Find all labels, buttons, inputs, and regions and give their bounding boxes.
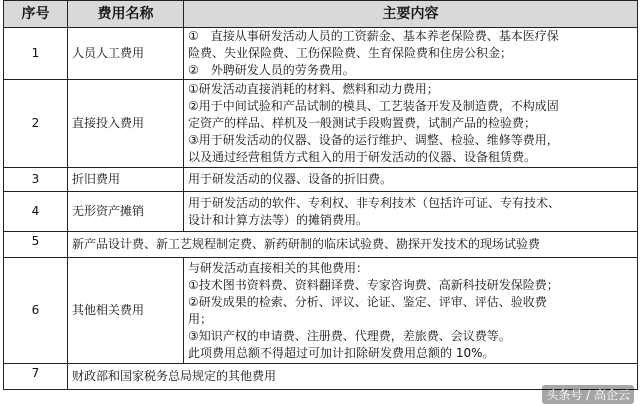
content-line: 用于研发活动的仪器、设备的折旧费。 bbox=[188, 172, 393, 186]
expense-full-text: 财政部和国家税务总局规定的其他费用 bbox=[68, 364, 638, 390]
content-line: ③知识产权的申请费、注册费、代理费，差旅费、会议费等。 bbox=[188, 328, 511, 343]
content-line: 用于研发活动的软件、专利权、非专利技术（包括许可证、专有技术、 bbox=[188, 195, 561, 210]
content-line: 用； bbox=[188, 311, 213, 326]
header-name: 费用名称 bbox=[68, 1, 184, 28]
watermark: 头条号 / 高企云 bbox=[542, 385, 634, 404]
row-number: 2 bbox=[4, 80, 68, 168]
row-number: 5 bbox=[4, 232, 68, 258]
expense-content bbox=[184, 28, 638, 80]
table-row bbox=[4, 192, 638, 232]
table-row bbox=[4, 232, 638, 258]
content-line: ①研发活动直接消耗的材料、燃料和动力费用； bbox=[188, 82, 439, 96]
row-number: 4 bbox=[4, 192, 68, 232]
row-number: 3 bbox=[4, 168, 68, 192]
content-line: ① 直接从事研发活动人员的工资薪金、基本养老保险费、基本医疗保 bbox=[188, 29, 559, 43]
expense-content bbox=[184, 168, 638, 192]
expense-name: 直接投入费用 bbox=[68, 80, 184, 168]
expense-content bbox=[184, 80, 638, 168]
content-line: ③用于研发活动的仪器、设备的运行维护、调整、检验、维修等费用， bbox=[188, 133, 559, 147]
content-line: 与研发活动直接相关的其他费用： bbox=[188, 260, 369, 275]
content-line: 定资产的样品、样机及一般测试手段购置费，试制产品的检验费； bbox=[188, 116, 537, 130]
content-line: 设计和计算方法等）的摊销费用。 bbox=[188, 212, 369, 227]
table-row bbox=[4, 80, 638, 168]
row-number: 6 bbox=[4, 258, 68, 364]
content-line: 此项费用总额不得超过可加计扣除研发费用总额的 10%。 bbox=[188, 345, 495, 360]
expense-content bbox=[184, 258, 638, 364]
content-line: ②研发成果的检索、分析、评议、论证、鉴定、评审、评估、验收费 bbox=[188, 294, 547, 309]
expense-content bbox=[184, 192, 638, 232]
table-row bbox=[4, 28, 638, 80]
table-header-row bbox=[4, 1, 638, 28]
content-line: 以及通过经营租赁方式租入的用于研发活动的仪器、设备租赁费。 bbox=[188, 150, 537, 164]
table-row bbox=[4, 258, 638, 364]
expense-name: 折旧费用 bbox=[68, 168, 184, 192]
content-line: 险费、失业保险费、工伤保险费、生育保险费和住房公积金； bbox=[188, 46, 513, 60]
header-no: 序号 bbox=[4, 1, 68, 28]
content-line: ② 外聘研发人员的劳务费用。 bbox=[188, 63, 355, 77]
row-number: 1 bbox=[4, 28, 68, 80]
expense-full-text: 新产品设计费、新工艺规程制定费、新药研制的临床试验费、勘探开发技术的现场试验费 bbox=[68, 232, 638, 258]
row-number: 7 bbox=[4, 364, 68, 390]
expense-name: 其他相关费用 bbox=[68, 258, 184, 364]
expense-name: 无形资产摊销 bbox=[68, 192, 184, 232]
rd-expense-table bbox=[3, 0, 638, 390]
content-line: ②用于中间试验和产品试制的模具、工艺装备开发及制造费，不构成固 bbox=[188, 99, 559, 113]
expense-name: 人员人工费用 bbox=[68, 28, 184, 80]
header-content: 主要内容 bbox=[184, 1, 638, 28]
content-line: ①技术图书资料费、资料翻译费、专家咨询费、高新科技研发保险费； bbox=[188, 277, 559, 292]
table-row bbox=[4, 168, 638, 192]
